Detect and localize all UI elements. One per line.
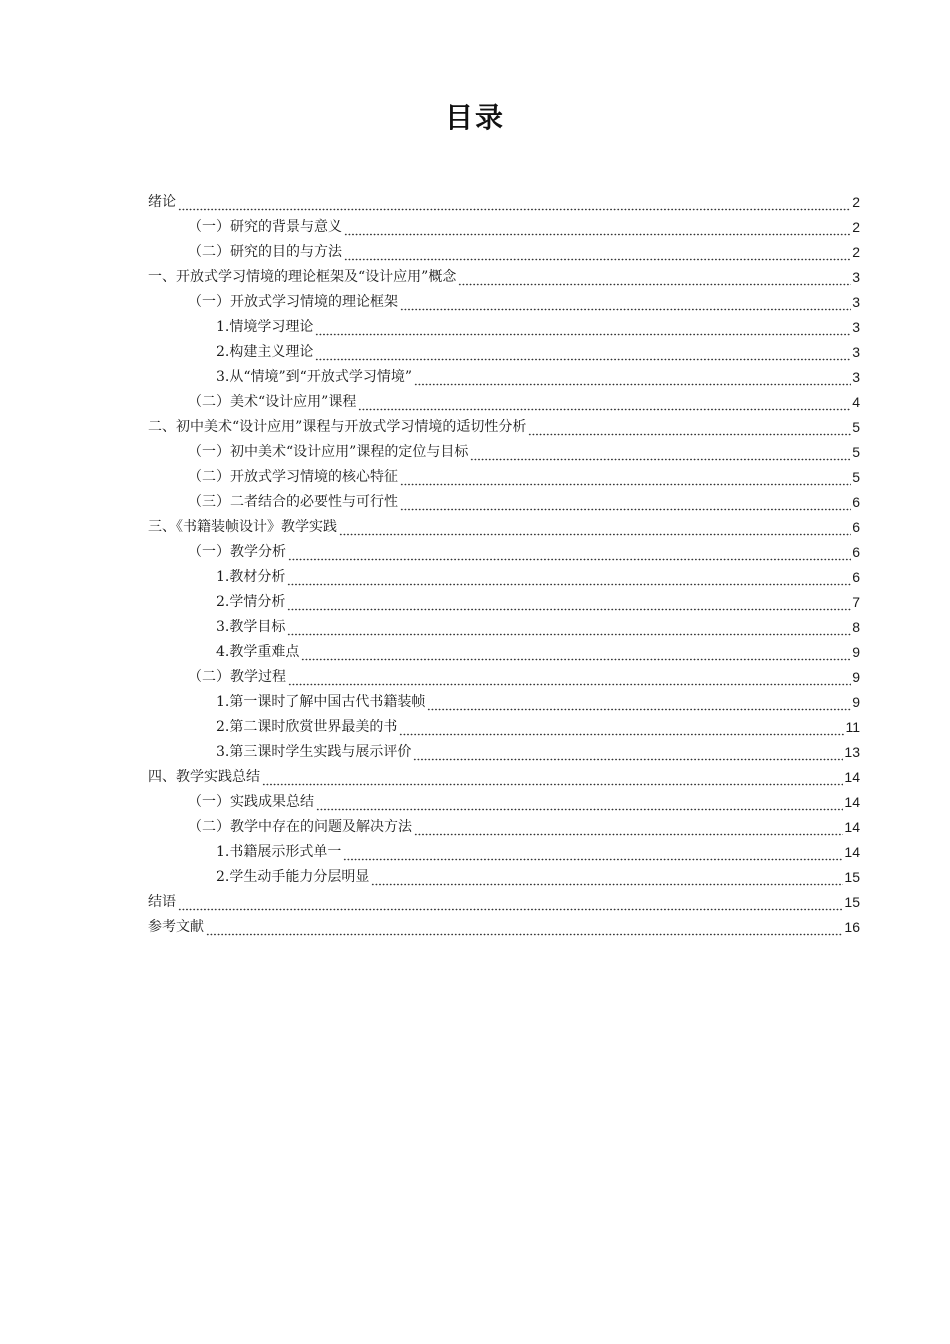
toc-entry-label: 2.构建主义理论 — [216, 340, 314, 365]
dot-leader — [400, 490, 851, 515]
toc-page-number: 3 — [852, 294, 860, 310]
toc-page-number: 15 — [844, 869, 860, 885]
dot-leader — [315, 315, 851, 340]
toc-entry[interactable] — [148, 615, 860, 640]
dot-leader — [399, 715, 844, 740]
toc-entry[interactable] — [148, 740, 860, 765]
toc-entry-label: 1.情境学习理论 — [216, 315, 314, 340]
toc-entry[interactable] — [148, 665, 860, 690]
toc-page-number: 3 — [852, 319, 860, 335]
toc-entry[interactable] — [148, 890, 860, 915]
toc-entry-label: 1.教材分析 — [216, 565, 286, 590]
toc-entry-label: 结语 — [148, 890, 177, 915]
dot-leader — [358, 390, 851, 415]
toc-entry-label: （二）教学过程 — [188, 665, 287, 690]
toc-entry-label: （一）初中美术“设计应用”课程的定位与目标 — [188, 440, 469, 465]
toc-entry[interactable] — [148, 415, 860, 440]
toc-entry[interactable] — [148, 765, 860, 790]
toc-entry[interactable] — [148, 440, 860, 465]
toc-entry[interactable] — [148, 840, 860, 865]
toc-entry[interactable] — [148, 465, 860, 490]
toc-entry-label: 4.教学重难点 — [216, 640, 300, 665]
dot-leader — [414, 815, 843, 840]
toc-page-number: 9 — [852, 669, 860, 685]
toc-entry-label: （二）开放式学习情境的核心特征 — [188, 465, 399, 490]
toc-page-number: 2 — [852, 219, 860, 235]
toc-entry[interactable] — [148, 340, 860, 365]
toc-entry-label: 1.书籍展示形式单一 — [216, 840, 342, 865]
toc-page-number: 6 — [852, 519, 860, 535]
toc-page-number: 3 — [852, 369, 860, 385]
table-of-contents — [148, 190, 860, 940]
toc-entry[interactable] — [148, 240, 860, 265]
toc-entry-label: 参考文献 — [148, 915, 205, 940]
toc-entry-label: 二、初中美术“设计应用”课程与开放式学习情境的适切性分析 — [148, 415, 527, 440]
toc-entry[interactable] — [148, 690, 860, 715]
toc-entry[interactable] — [148, 315, 860, 340]
dot-leader — [528, 415, 851, 440]
dot-leader — [470, 440, 851, 465]
toc-page-number: 14 — [844, 819, 860, 835]
toc-page-number: 5 — [852, 419, 860, 435]
toc-page-number: 2 — [852, 244, 860, 260]
toc-entry-label: （三）二者结合的必要性与可行性 — [188, 490, 399, 515]
dot-leader — [287, 565, 851, 590]
toc-entry[interactable] — [148, 215, 860, 240]
dot-leader — [413, 740, 843, 765]
toc-page-number: 9 — [852, 644, 860, 660]
page-title: 目录 — [444, 101, 505, 134]
toc-page-number: 11 — [845, 719, 860, 735]
dot-leader — [400, 290, 851, 315]
toc-entry-label: 一、开放式学习情境的理论框架及“设计应用”概念 — [148, 265, 457, 290]
dot-leader — [206, 915, 843, 940]
toc-entry[interactable] — [148, 865, 860, 890]
toc-page-number: 4 — [852, 394, 860, 410]
toc-entry[interactable] — [148, 640, 860, 665]
toc-entry-label: 2.第二课时欣赏世界最美的书 — [216, 715, 398, 740]
dot-leader — [371, 865, 843, 890]
toc-entry-label: 2.学生动手能力分层明显 — [216, 865, 370, 890]
toc-entry-label: （二）美术“设计应用”课程 — [188, 390, 357, 415]
toc-page-number: 6 — [852, 544, 860, 560]
toc-page-number: 3 — [852, 269, 860, 285]
toc-entry-label: 四、教学实践总结 — [148, 765, 261, 790]
toc-entry[interactable] — [148, 790, 860, 815]
dot-leader — [315, 340, 851, 365]
toc-page-number: 7 — [852, 594, 860, 610]
dot-leader — [287, 615, 851, 640]
dot-leader — [344, 215, 851, 240]
toc-entry[interactable] — [148, 715, 860, 740]
toc-page-number: 6 — [852, 494, 860, 510]
dot-leader — [343, 840, 843, 865]
toc-page-number: 14 — [844, 794, 860, 810]
toc-page-number: 9 — [852, 694, 860, 710]
dot-leader — [178, 890, 843, 915]
toc-entry-label: （一）开放式学习情境的理论框架 — [188, 290, 399, 315]
toc-entry[interactable] — [148, 540, 860, 565]
toc-entry[interactable] — [148, 515, 860, 540]
dot-leader — [458, 265, 851, 290]
toc-page-number: 8 — [852, 619, 860, 635]
dot-leader — [427, 690, 851, 715]
dot-leader — [288, 665, 851, 690]
toc-entry[interactable] — [148, 590, 860, 615]
toc-page-number: 14 — [844, 844, 860, 860]
toc-entry-label: 3.教学目标 — [216, 615, 286, 640]
dot-leader — [301, 640, 851, 665]
toc-entry[interactable] — [148, 815, 860, 840]
toc-entry[interactable] — [148, 565, 860, 590]
toc-entry[interactable] — [148, 365, 860, 390]
toc-page-number: 13 — [844, 744, 860, 760]
dot-leader — [288, 540, 851, 565]
toc-page-number: 3 — [852, 344, 860, 360]
toc-entry[interactable] — [148, 490, 860, 515]
toc-entry-label: （一）实践成果总结 — [188, 790, 315, 815]
toc-page-number: 2 — [852, 194, 860, 210]
toc-entry-label: （二）研究的目的与方法 — [188, 240, 343, 265]
dot-leader — [316, 790, 843, 815]
toc-entry[interactable] — [148, 390, 860, 415]
toc-entry-label: 3.从“情境”到“开放式学习情境” — [216, 365, 413, 390]
toc-entry-label: （一）教学分析 — [188, 540, 287, 565]
toc-page-number: 14 — [844, 769, 860, 785]
toc-entry-label: 2.学情分析 — [216, 590, 286, 615]
toc-page-number: 15 — [844, 894, 860, 910]
toc-page-number: 5 — [852, 469, 860, 485]
toc-entry-label: 三、《书籍装帧设计》教学实践 — [148, 515, 338, 540]
toc-entry-label: 绪论 — [148, 190, 177, 215]
dot-leader — [344, 240, 851, 265]
dot-leader — [414, 365, 851, 390]
toc-entry[interactable] — [148, 290, 860, 315]
toc-page-number: 5 — [852, 444, 860, 460]
dot-leader — [339, 515, 851, 540]
toc-page-number: 16 — [844, 919, 860, 935]
toc-entry-label: （一）研究的背景与意义 — [188, 215, 343, 240]
toc-page-number: 6 — [852, 569, 860, 585]
dot-leader — [287, 590, 851, 615]
toc-entry-label: （二）教学中存在的问题及解决方法 — [188, 815, 413, 840]
toc-entry[interactable] — [148, 190, 860, 215]
dot-leader — [178, 190, 851, 215]
dot-leader — [400, 465, 851, 490]
dot-leader — [262, 765, 843, 790]
toc-entry[interactable] — [148, 915, 860, 940]
toc-entry[interactable] — [148, 265, 860, 290]
toc-entry-label: 1.第一课时了解中国古代书籍装帧 — [216, 690, 426, 715]
toc-entry-label: 3.第三课时学生实践与展示评价 — [216, 740, 412, 765]
